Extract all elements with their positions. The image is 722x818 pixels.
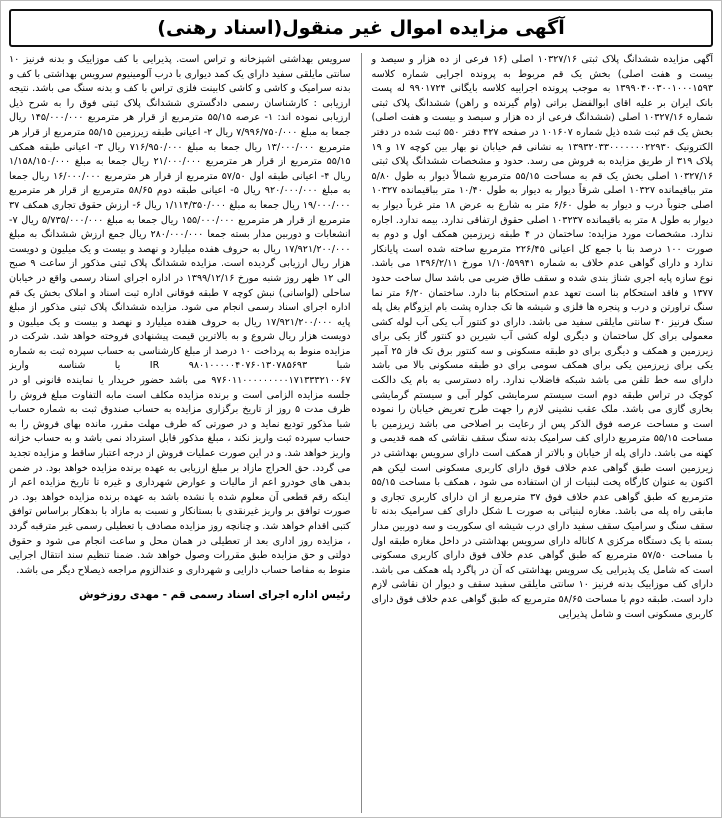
left-column-text: سرویس بهداشتی اشپزخانه و تراس است. پذیرایی با کف موزاییک و بدنه فرنیز ۱۰ سانتی مایلقی سفید دارای یک کمد دیواری با درب آلومینیوم سرویس بهداشتی با کف و بدنه سرامیک و کاشی و کاشی کابینت فلزی تراس با کف و بدنه سنگ می باشد. نتیجه ارزیابی : کارشناسان رسمی دادگستری ششدانگ پلاک ثبتی فوق را به شرح ذیل ارزیابی نموده اند: ۱- عرصه ۵۵/۱۵ مترمربع از قرار هر مترمربع ۱۴۵/۰۰۰/۰۰۰ ریال جمعا به مبلغ ۷/۹۹۶/۷۵۰/۰۰۰ ریال ۲- اعیانی طبقه زیرزمین ۵۵/۱۵ مترمربع از قرار هر مترمربع ۱۳/۰۰۰/۰۰۰ ریال جمعا به مبلغ ۷۱۶/۹۵۰/۰۰۰ ریال ۳- اعیانی طبقه همکف ۵۵/۱۵ مترمربع از قرار هر مترمربع ۲۱/۰۰۰/۰۰۰ ریال جمعا به مبلغ ۱/۱۵۸/۱۵۰/۰۰۰ ریال ۴- اعیانی طبقه اول ۵۷/۵۰ مترمربع از قرار هر مترمربع ۱۶/۰۰۰/۰۰۰ ریال جمعا به مبلغ ۹۲۰/۰۰۰/۰۰۰ ریال ۵- اعیانی طبقه دوم ۵۸/۶۵ مترمربع از قرار هر مترمربع ۱۹/۰۰۰/۰۰۰ ریال جمعا به مبلغ ۱/۱۱۴/۳۵۰/۰۰۰ ریال ۶- ارزش حقوق تجاری همکف ۳۷ مترمربع از قرار هر مترمربع ۱۵۵/۰۰۰/۰۰۰ ریال جمعا به مبلغ ۵/۷۳۵/۰۰۰/۰۰۰ ریال ۷- انشعابات و دوربین مدار بسته جمعا ۲۸۰/۰۰۰/۰۰۰ ریال جمع ارزش ششدانگ به مبلغ ۱۷/۹۲۱/۲۰۰/۰۰۰ ریال به حروف هفده میلیارد و نهصد و بیست و یک میلیون و دویست هزار ریال ارزیابی گردیده است. مزایده ششدانگ پلاک ثبتی مذکور از ساعت ۹ صبح الی ۱۲ ظهر روز شنبه مورخ ۱۳۹۹/۱۲/۱۶ در اداره اجرای اسناد رسمی واقع در خیابان ساحلی (لواسانی) نبش کوچه ۷ طبقه فوقانی اداره ثبت اسناد و املاک بخش یک قم اداره اجرای اسناد رسمی انجام می شود. مزایده ششدانگ پلاک ثبتی مذکور از مبلغ پایه ۱۷/۹۲۱/۲۰۰/۰۰۰ ریال به حروف هفده میلیارد و نهصد و بیست و یک میلیون و دویست هزار ریال شروع و به بالاترین قیمت پیشنهادی فروخته خواهد شد. شرکت در مزایده منوط به پرداخت ۱۰ درصد از مبلغ کارشناسی به حساب سپرده ثبت به شماره شبا IR ۹۸۰۱۰۰۰۰۰۴۰۷۶۰۱۳۰۷۸۵۶۹۳ یا شناسه واریز ۹۷۶۰۱۱۰۰۰۰۰۰۰۰۰۱۷۱۳۳۳۲۱۰۰۶۷ می باشد حضور خریدار یا نماینده قانونی او در جلسه مزایده الزامی است و برنده مزایده مکلف است مابه التفاوت مبلغ فروش را ظرف مدت ۵ روز از تاریخ برگزاری مزایده به حساب صندوق ثبت به شماره حساب شبا مذکور تودیع نماید و در صورتی که طرف مهلت مقرر، مانده بهای فروش را به حساب سپرده ثبت واریز نکند ، مبلغ مذکور قابل استرداد نمی باشد و به حساب خزانه واریز خواهد شد. و در این صورت عملیات فروش از درجه اعتبار ساقط و مزایده تجدید می گردد. حق الحراج مازاد بر مبلغ ارزیابی به عهده برنده مزایده خواهد بود. در ضمن بدهی های خودرو اعم از مالیات و عوارض شهرداری و غیره تا تاریخ مزایده اعم از اینکه رقم قطعی آن معلوم شده یا نشده باشد به عهده برنده مزایده خواهد بود. در صورت توافق بر واریز غیرنقدی با بستانکار و نسبت به مازاد با بدهکار براساس توافق کتبی اقدام خواهد شد. و چنانچه روز مزایده مصادف با تعطیلی رسمی غیر مترقبه گردد ، مزایده روز اداری بعد از تعطیلی در همان محل و ساعت انجام می شود و حقوق دولتی و حق مزایده طبق مقررات وصول خواهد شد. ضمنا تنظیم سند انتقال اجرایی منوط به مفاصا حساب دارایی و شهرداری و عندالزوم مراجعه ذیصلاح دیگر می باشد.: [8, 54, 351, 576]
signature: رئیس اداره اجرای اسناد رسمی قم - مهدی روزخوش: [78, 589, 351, 602]
notice-columns: [9, 53, 713, 813]
notice-title: آگهی مزایده اموال غیر منقول(اسناد رهنی): [157, 17, 565, 39]
column-divider: [361, 53, 362, 813]
right-column: [371, 53, 713, 813]
left-column: [9, 53, 351, 813]
notice-title-box: [9, 9, 713, 47]
right-column-text: آگهی مزایده ششدانگ پلاک ثبتی ۱۰۳۲۷/۱۶ اصلی (۱۶ فرعی از ده هزار و سیصد و بیست و هفت اصلی) بخش یک قم مربوط به پرونده اجرایی شماره کلاسه ۱۳۹۹۰۴۰۰۳۰۰۱۰۰۰۱۵۹۳ به موجب پرونده اجراییه کلاسه بایگانی ۹۹۰۱۷۲۴ له پست بانک ایران بر علیه اقای ابوالفضل براتی (وام گیرنده و راهن) ششدانگ پلاک ثبتی شماره ۱۰۳۲۷/۱۶ اصلی (ششدانگ فرعی از ده هزار و سیصد و بیست و هفت اصلی) بخش یک قم ثبت شده ذیل شماره ۱۰۱۶۰۷ در صفحه ۴۲۷ دفتر ۵۵۰ ثبت شده در دفتر الکترونیک ۱۳۹۳۲۰۳۳۰۰۰۰۰۰۰۲۲۹۳۰ به نشانی قم خیابان نو بهار بین کوچه ۱۷ و ۱۹ پلاک ۳۱۹ از طریق مزایده به فروش می رسد. حدود و مشخصات ششدانگ پلاک ثبتی ۱۰۳۲۷/۱۶ اصلی بخش یک قم به مساحت ۵۵/۱۵ مترمربع شمالاً دیوار به طول ۵/۸۰ متر بباقیمانده ۱۰۳۲۷ اصلی شرقاً دیوار به دیوار به طول ۱۰/۴۰ متر بباقیمانده ۱۰۳۲۷ اصلی جنوباً درب و دیوار به طول ۶/۶۰ متر به شارع به عرض ۱۸ متر غرباً دیوار به دیوار به طول ۸ متر به باقیمانده ۱۰۳۲۳۷ اصلی حقوق ارتفاقی ندارد. بیمه ندارد. اجاره ندارد. مشخصات مورد مزایده: ساختمان در ۴ طبقه زیرزمین همکف اول و دوم به صورت ۱۰۰ درصد بنا با جمع کل اعیانی ۲۲۶/۴۵ مترمربع ساخته شده است پایانکار ندارد و دارای گواهی عدم خلاف به شماره ۱/۱۰/۵۹۹۴۱ مورخ ۱۳۹۶/۲/۱۱ می باشد. نوع سازه پایه اجری شناژ بندی شده و سقف طاق ضربی می باشد سال ساخت حدود ۱۳۷۷ و فاقد استحکام بنا است تعهد عدم استحکام بنا دارد. ساختمان ۶/۲۰ متر نما سنگ تراورتن و درب و پنجره ها فلزی و شیشه ها تک جداره پشت بام ایزوگام بغل پله سنگ فرنیز ۴۰ سانتی مایلقی سفید می باشد. دارای دو کنتور آب یکی آب لوله کشی معمولی برای کل ساختمان و دیگری لوله کشی آب شیرین دو کنتور گاز یکی برای زیرزمین و همکف و دیگری برای دو طبقه مسکونی و سه کنتور برق تک فاز ۲۵ آمپر یکی برای زیرزمین یکی برای همکف سومی برای دو طبقه مسکونی بالا می باشد دارای سه خط تلفن می باشد شبکه فاضلاب ندارد. راه دسترسی به بام یک دالکت کوچک در تراس طبقه دوم است سیستم سرمایشی کولر آبی و سیستم گرمایشی بخاری گازی می باشد. ملک عقب نشینی لازم را جهت طرح تعریض خیابان را نموده است و مساحت عرصه فوق الذکر پس از رعایت بر اصلاحی می باشد زیرزمین با مساحت ۵۵/۱۵ مترمربع دارای کف سرامیک بدنه سنگ سقف نقاشی که همه قدیمی و کهنه می باشد. دارای پله از خیابان و بالاتر از همکف است دارای سرویس بهداشتی در زیرزمین است طبق گواهی عدم خلاف فوق دارای کاربری مسکونی است لیکن هم اکنون به عنوان کارگاه پخت لبنیات از ان استفاده می شود ، همکف با مساحت ۵۵/۱۵ مترمربع که طبق گواهی عدم خلاف فوق ۳۷ مترمربع از ان دارای کاربری تجاری و مابقی راه پله می باشد. مغازه لبنیاتی به صورت L شکل دارای کف سرامیک بدنه تا سقف سنگ و سرامیک سقف سفید دارای درب شیشه ای سکوریت و سه دوربین مدار بسته با یک دستگاه مرکزی ۸ کاناله دارای سرویس بهداشتی در داخل مغازه طبقه اول با مساحت ۵۷/۵۰ مترمربع که طبق گواهی عدم خلاف فوق دارای کاربری مسکونی است که شامل یک پذیرایی یک سرویس بهداشتی که آن در پاگرد پله همکف می باشد. دارای کف موزاییک بدنه فرنیز ۱۰ سانتی مایلقی سفید سقف و دیوار ان نقاشی لازم دارد است. طبقه دوم با مساحت ۵۸/۶۵ مترمربع که طبق گواهی عدم خلاف فوق دارای کاربری مسکونی است و شامل پذیرایی: [371, 54, 713, 620]
